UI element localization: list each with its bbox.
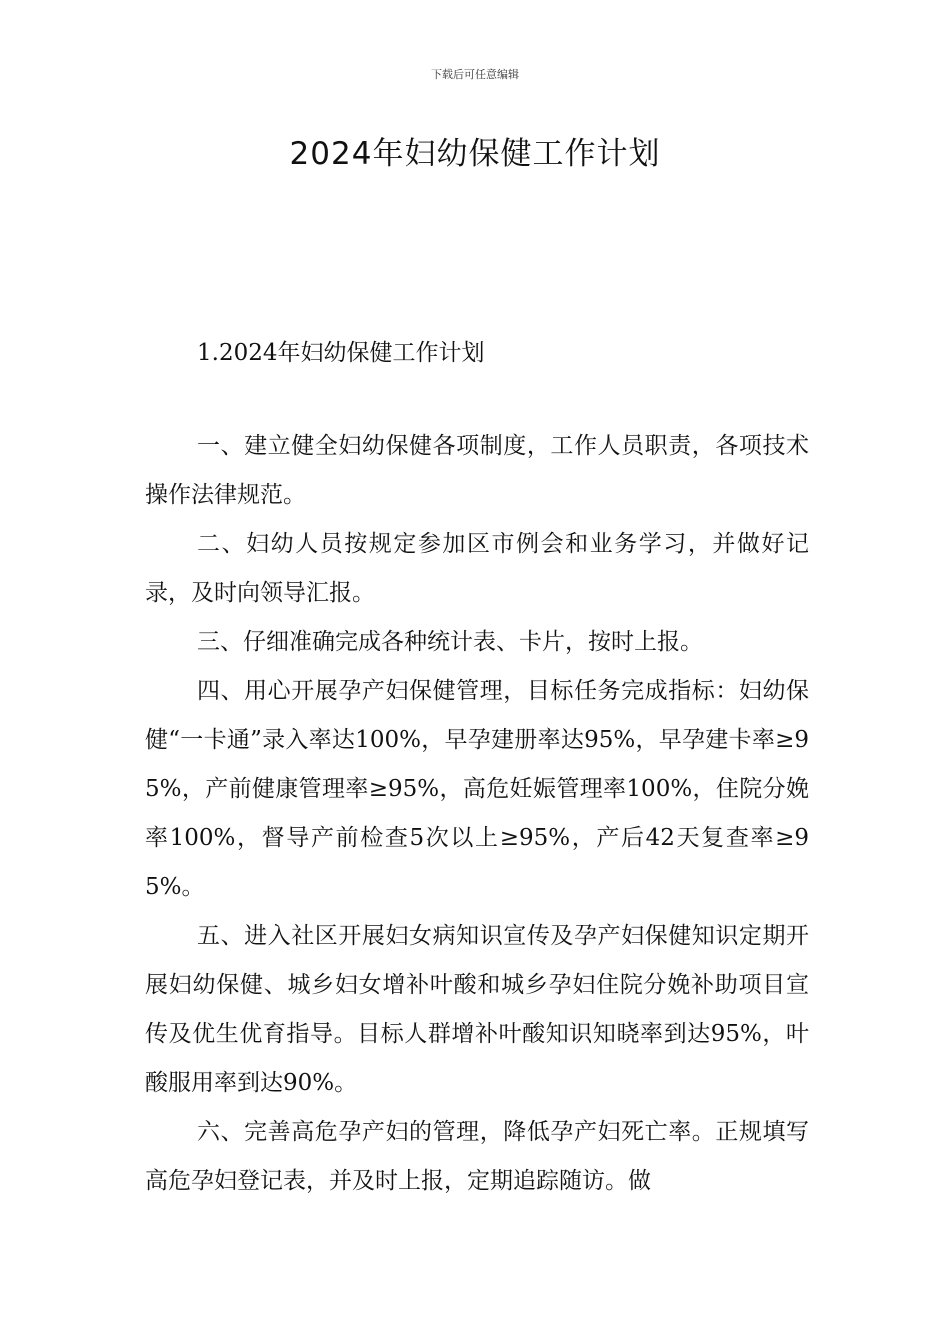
paragraph-2: 二、妇幼人员按规定参加区市例会和业务学习，并做好记录，及时向领导汇报。 bbox=[145, 531, 809, 606]
section-subtitle: 1.2024年妇幼保健工作计划 bbox=[197, 340, 485, 366]
paragraph-3: 三、仔细准确完成各种统计表、卡片，按时上报。 bbox=[197, 629, 703, 655]
paragraph-4: 四、用心开展孕产妇保健管理，目标任务完成指标：妇幼保健“一卡通”录入率达100%，早孕建册率达95%，早孕建卡率≥95%，产前健康管理率≥95%，高危妊娠管理率100%，住院分娩率100%，督导产前检查5次以上≥95%，产后42天复查率≥95%。 bbox=[145, 678, 809, 900]
paragraph-5: 五、进入社区开展妇女病知识宣传及孕产妇保健知识定期开展妇幼保健、城乡妇女增补叶酸和城乡孕妇住院分娩补助项目宣传及优生优育指导。目标人群增补叶酸知识知晓率到达95%，叶酸服用率到达90%。 bbox=[145, 923, 809, 1096]
paragraph-6: 六、完善高危孕产妇的管理，降低孕产妇死亡率。正规填写高危孕妇登记表，并及时上报，定期追踪随访。做 bbox=[145, 1119, 809, 1194]
document-body bbox=[145, 422, 809, 1206]
header-note: 下载后可任意编辑 bbox=[431, 68, 519, 81]
paragraph-1: 一、建立健全妇幼保健各项制度，工作人员职责，各项技术操作法律规范。 bbox=[145, 433, 809, 508]
document-title: 2024年妇幼保健工作计划 bbox=[289, 136, 661, 172]
